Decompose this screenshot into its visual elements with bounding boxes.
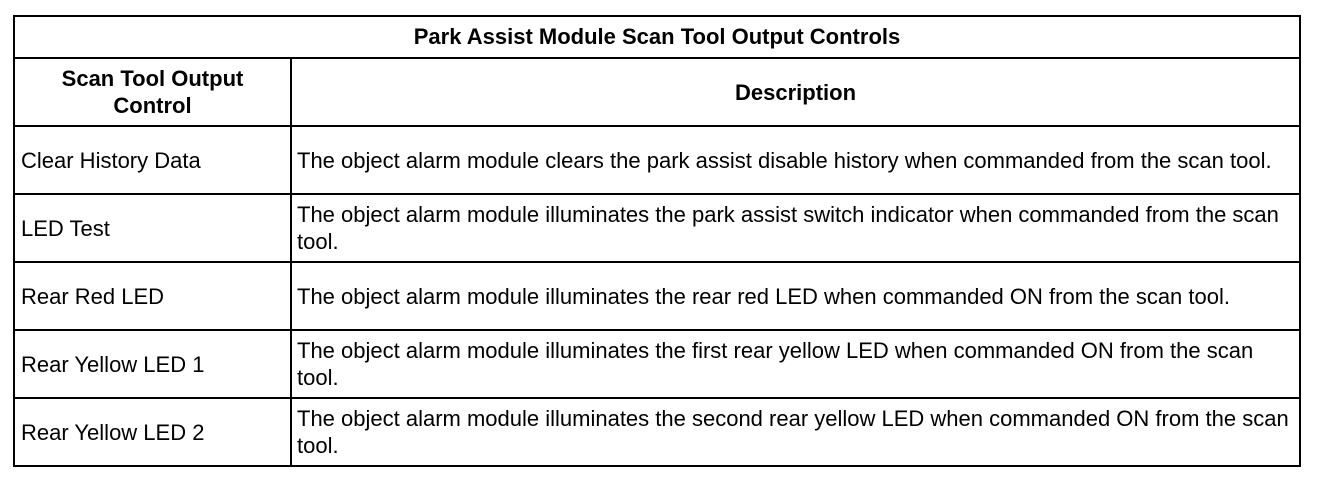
- control-name: Rear Yellow LED 1: [21, 351, 205, 377]
- description-cell: [291, 330, 1300, 398]
- title-row: [14, 16, 1300, 58]
- description-cell: [291, 398, 1300, 466]
- table-row: [14, 262, 1300, 330]
- control-cell: [14, 194, 291, 262]
- description-text: The object alarm module clears the park assist disable history when commanded from the scan tool.: [297, 147, 1272, 173]
- description-text: The object alarm module illuminates the park assist switch indicator when commanded from the scan tool.: [297, 202, 1279, 254]
- description-text: The object alarm module illuminates the first rear yellow LED when commanded ON from the scan tool.: [297, 338, 1254, 390]
- description-text: The object alarm module illuminates the rear red LED when commanded ON from the scan tool.: [297, 283, 1230, 309]
- output-controls-table: [13, 15, 1301, 467]
- table-row: [14, 194, 1300, 262]
- header-row: [14, 58, 1300, 126]
- header-control-line2: Control: [113, 93, 192, 118]
- control-name: LED Test: [21, 215, 110, 241]
- header-description: Description: [291, 58, 1300, 126]
- description-text: The object alarm module illuminates the second rear yellow LED when commanded ON from the scan tool.: [297, 406, 1289, 458]
- description-cell: [291, 194, 1300, 262]
- table-title: Park Assist Module Scan Tool Output Controls: [14, 16, 1300, 58]
- table-row: [14, 330, 1300, 398]
- description-cell: [291, 262, 1300, 330]
- control-name: Rear Yellow LED 2: [21, 419, 205, 445]
- header-control-line1: Scan Tool Output: [61, 66, 244, 91]
- control-name: Rear Red LED: [21, 283, 165, 309]
- table-row: [14, 398, 1300, 466]
- description-cell: [291, 126, 1300, 194]
- control-cell: [14, 330, 291, 398]
- control-cell: [14, 262, 291, 330]
- header-control: [14, 58, 291, 126]
- control-cell: [14, 126, 291, 194]
- control-cell: [14, 398, 291, 466]
- control-name: Clear History Data: [21, 147, 201, 173]
- table-row: [14, 126, 1300, 194]
